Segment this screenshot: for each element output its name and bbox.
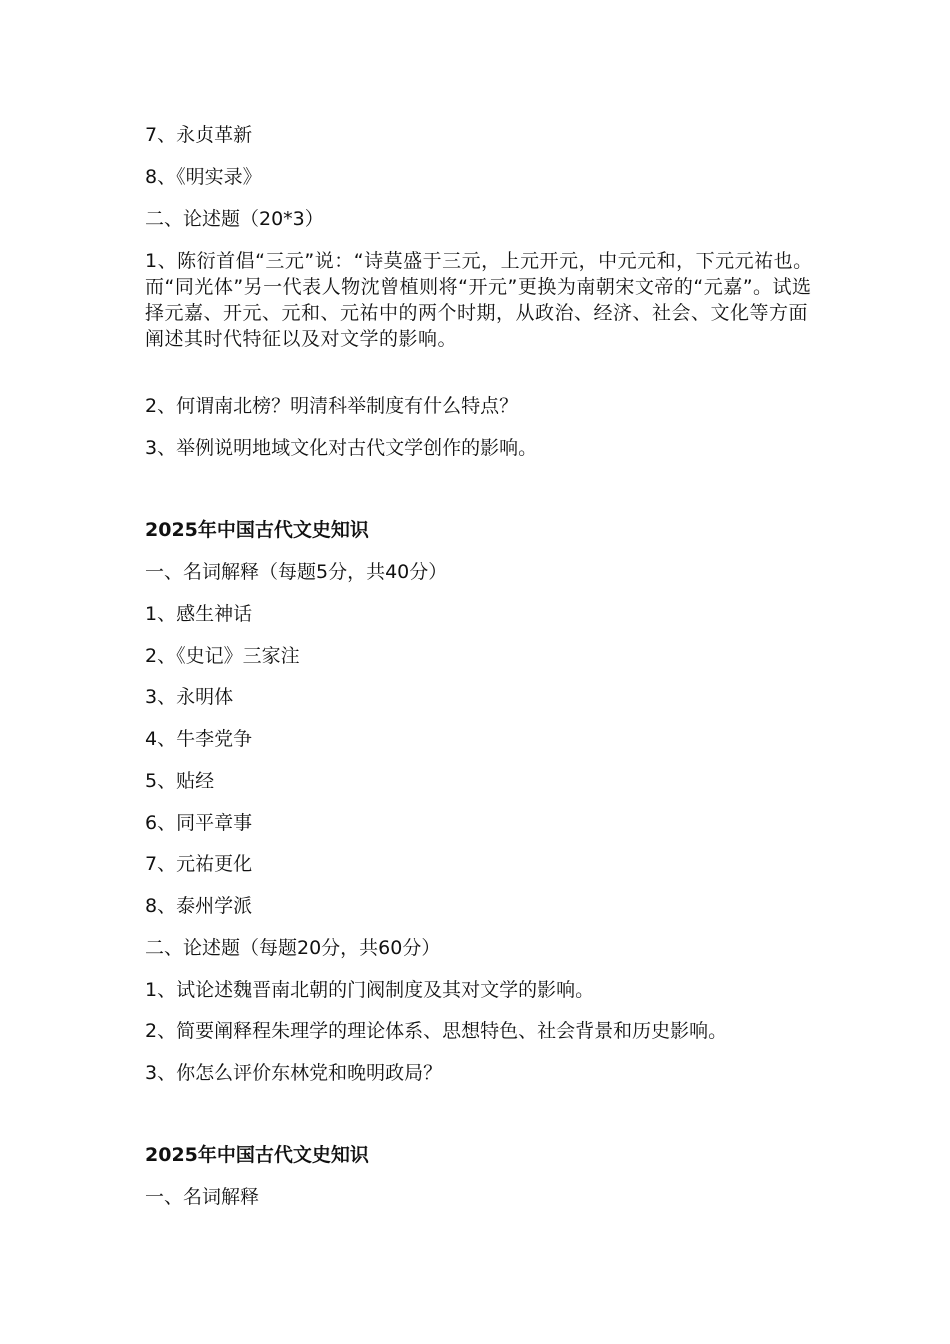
section-title: 2025年中国古代文史知识 — [145, 519, 369, 541]
term-item: 1、感生神话 — [145, 603, 253, 625]
essay-section-header: 二、论述题（每题20分，共60分） — [145, 937, 441, 959]
essay-question: 1、试论述魏晋南北朝的门阀制度及其对文学的影响。 — [145, 979, 595, 1001]
essay-question: 3、你怎么评价东林党和晚明政局？ — [145, 1062, 443, 1084]
term-item: 4、牛李党争 — [145, 728, 253, 750]
essay-question: 3、举例说明地域文化对古代文学创作的影响。 — [145, 437, 538, 459]
term-item: 8、《明实录》 — [145, 166, 262, 188]
section-title: 2025年中国古代文史知识 — [145, 1144, 369, 1166]
term-item: 7、元祐更化 — [145, 853, 253, 875]
essay-section-header: 二、论述题（20*3） — [145, 208, 324, 230]
term-item: 8、泰州学派 — [145, 895, 253, 917]
term-item: 5、贴经 — [145, 770, 215, 792]
term-item: 6、同平章事 — [145, 812, 253, 834]
essay-question: 1、陈衍首倡“三元”说：“诗莫盛于三元，上元开元，中元元和，下元元祐也。而“同光体”另一代表人物沈曾植则将“开元”更换为南朝宋文帝的“元嘉”。试选择元嘉、开元、元和、元祐中的两个时期，从政治、经济、社会、文化等方面阐述其时代特征以及对文学的影响。 — [145, 250, 813, 350]
essay-question: 2、何谓南北榜？明清科举制度有什么特点？ — [145, 395, 519, 417]
term-item: 2、《史记》三家注 — [145, 645, 300, 667]
terms-section-header: 一、名词解释（每题5分，共40分） — [145, 561, 448, 583]
terms-section-header: 一、名词解释 — [145, 1186, 260, 1208]
term-item: 3、永明体 — [145, 686, 234, 708]
essay-question: 2、简要阐释程朱理学的理论体系、思想特色、社会背景和历史影响。 — [145, 1020, 728, 1042]
term-item: 7、永贞革新 — [145, 124, 253, 146]
